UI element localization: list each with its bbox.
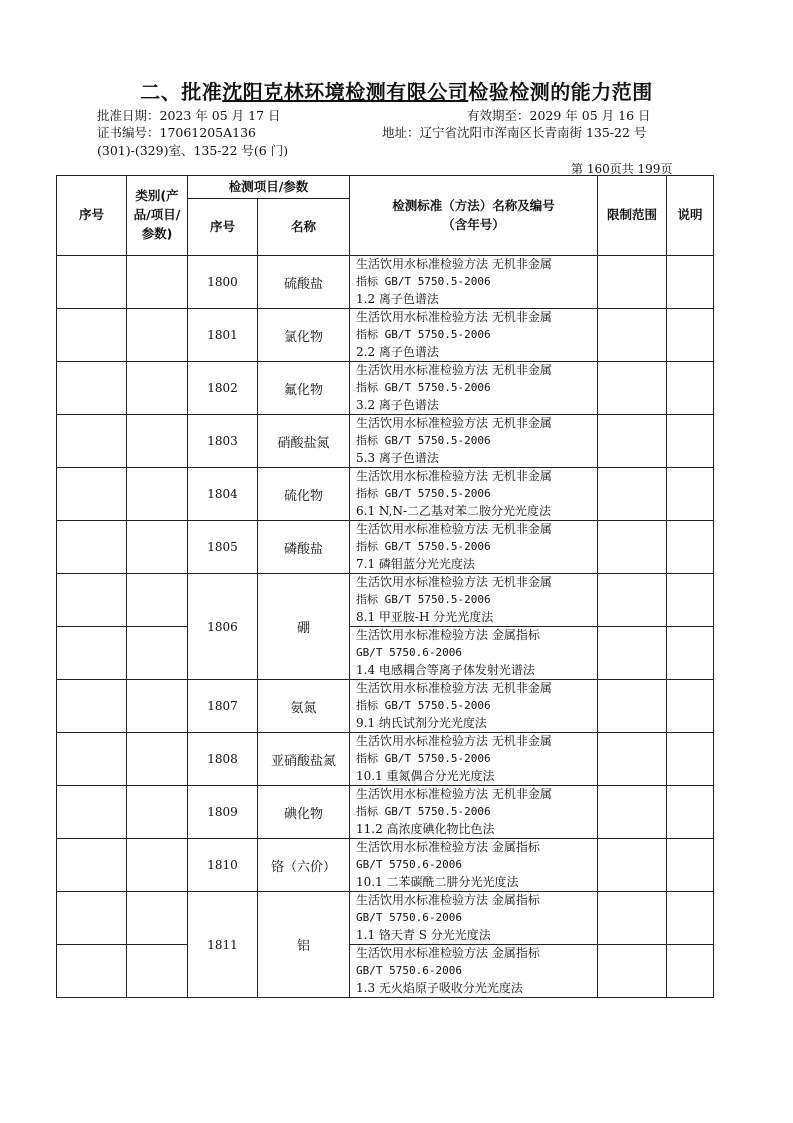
- note-cell: [667, 839, 714, 892]
- standard-line: 生活饮用水标准检验方法 无机非金属: [356, 681, 552, 696]
- standard-line: 7.1 磷钼蓝分光光度法: [356, 556, 475, 571]
- title-prefix: 二、批准: [140, 80, 223, 104]
- category-cell: [127, 256, 188, 309]
- header-category: 类别(产品/项目/参数): [127, 176, 188, 256]
- limit-cell: [598, 362, 667, 415]
- standard-line: 10.1 二苯碳酰二肼分光光度法: [356, 874, 519, 889]
- note-cell: [667, 680, 714, 733]
- limit-cell: [598, 574, 667, 627]
- standard-cell: [350, 733, 598, 786]
- seq-cell: [57, 680, 127, 733]
- seq-cell: [57, 309, 127, 362]
- item-number: 1808: [188, 733, 258, 786]
- item-number: 1801: [188, 309, 258, 362]
- standard-line: 2.2 离子色谱法: [356, 344, 439, 359]
- item-name: 硼: [258, 574, 350, 680]
- item-name: 碘化物: [258, 786, 350, 839]
- standard-line: 生活饮用水标准检验方法 金属指标: [356, 946, 540, 961]
- standard-cell: [350, 892, 598, 945]
- item-name: 硫化物: [258, 468, 350, 521]
- standard-line: 8.1 甲亚胺-H 分光光度法: [356, 609, 494, 624]
- standard-line: 指标 GB/T 5750.5-2006: [356, 593, 491, 607]
- standard-line: 生活饮用水标准检验方法 金属指标: [356, 893, 540, 908]
- item-number: 1810: [188, 839, 258, 892]
- header-item-name: 名称: [258, 199, 350, 256]
- standard-cell: [350, 309, 598, 362]
- limit-cell: [598, 521, 667, 574]
- standard-cell: [350, 256, 598, 309]
- standard-line: 11.2 高浓度碘化物比色法: [356, 821, 495, 836]
- valid-until: 有效期至：2029 年 05 月 16 日: [467, 108, 651, 123]
- header-item-group: 检测项目/参数: [188, 176, 350, 199]
- standard-line: 1.1 铬天青 S 分光光度法: [356, 927, 491, 942]
- title-company: 沈阳克林环境检测有限公司: [222, 80, 469, 104]
- table-row: [57, 892, 714, 945]
- item-name: 磷酸盐: [258, 521, 350, 574]
- category-cell: [127, 362, 188, 415]
- table-row: [57, 839, 714, 892]
- note-cell: [667, 309, 714, 362]
- standard-line: 6.1 N,N-二乙基对苯二胺分光光度法: [356, 503, 552, 518]
- standard-cell: [350, 415, 598, 468]
- category-cell: [127, 521, 188, 574]
- seq-cell: [57, 574, 127, 627]
- standard-cell: [350, 574, 598, 627]
- standard-line: 指标 GB/T 5750.5-2006: [356, 487, 491, 501]
- standard-line: GB/T 5750.6-2006: [356, 646, 462, 660]
- seq-cell: [57, 521, 127, 574]
- table-row: [57, 309, 714, 362]
- standard-line: 生活饮用水标准检验方法 无机非金属: [356, 416, 552, 431]
- limit-cell: [598, 786, 667, 839]
- item-name: 硫酸盐: [258, 256, 350, 309]
- limit-cell: [598, 415, 667, 468]
- page-info: 第 160页共 199页: [571, 162, 673, 176]
- item-number: 1811: [188, 892, 258, 998]
- seq-cell: [57, 733, 127, 786]
- item-number: 1800: [188, 256, 258, 309]
- category-cell: [127, 468, 188, 521]
- category-cell: [127, 309, 188, 362]
- category-cell: [127, 680, 188, 733]
- standard-line: 1.3 无火焰原子吸收分光光度法: [356, 980, 523, 995]
- standard-cell: [350, 839, 598, 892]
- table-row: [57, 362, 714, 415]
- seq-cell: [57, 839, 127, 892]
- standard-line: GB/T 5750.6-2006: [356, 911, 462, 925]
- category-cell: [127, 415, 188, 468]
- standard-line: 生活饮用水标准检验方法 金属指标: [356, 840, 540, 855]
- note-cell: [667, 733, 714, 786]
- table-row: [57, 415, 714, 468]
- approval-date: 批准日期：2023 年 05 月 17 日: [97, 108, 281, 123]
- item-number: 1806: [188, 574, 258, 680]
- standard-cell: [350, 468, 598, 521]
- item-name: 氨氮: [258, 680, 350, 733]
- address: 地址：辽宁省沈阳市浑南区长青南街 135-22 号: [382, 125, 647, 140]
- standard-line: 指标 GB/T 5750.5-2006: [356, 434, 491, 448]
- table-row: [57, 521, 714, 574]
- item-number: 1803: [188, 415, 258, 468]
- category-cell: [127, 574, 188, 627]
- table-row: [57, 945, 714, 998]
- standard-line: 生活饮用水标准检验方法 无机非金属: [356, 257, 552, 272]
- item-name: 氟化物: [258, 362, 350, 415]
- table-row: [57, 680, 714, 733]
- standard-cell: [350, 680, 598, 733]
- note-cell: [667, 574, 714, 627]
- standard-line: 9.1 纳氏试剂分光光度法: [356, 715, 487, 730]
- item-name: 亚硝酸盐氮: [258, 733, 350, 786]
- item-number: 1802: [188, 362, 258, 415]
- limit-cell: [598, 680, 667, 733]
- header-note: 说明: [667, 176, 714, 256]
- note-cell: [667, 892, 714, 945]
- item-name: 铝: [258, 892, 350, 998]
- seq-cell: [57, 468, 127, 521]
- seq-cell: [57, 627, 127, 680]
- table-row: [57, 627, 714, 680]
- standard-cell: [350, 945, 598, 998]
- limit-cell: [598, 733, 667, 786]
- capability-table: [56, 175, 714, 998]
- category-cell: [127, 892, 188, 945]
- standard-line: 1.4 电感耦合等离子体发射光谱法: [356, 662, 535, 677]
- note-cell: [667, 468, 714, 521]
- standard-line: 指标 GB/T 5750.5-2006: [356, 805, 491, 819]
- standard-line: 生活饮用水标准检验方法 金属指标: [356, 628, 540, 643]
- header-standard: 检测标准（方法）名称及编号（含年号）: [350, 176, 598, 256]
- note-cell: [667, 945, 714, 998]
- standard-line: 5.3 离子色谱法: [356, 450, 439, 465]
- standard-cell: [350, 362, 598, 415]
- standard-line: GB/T 5750.6-2006: [356, 964, 462, 978]
- table-row: [57, 256, 714, 309]
- limit-cell: [598, 945, 667, 998]
- note-cell: [667, 521, 714, 574]
- note-cell: [667, 627, 714, 680]
- category-cell: [127, 786, 188, 839]
- address-continued: (301)-(329)室、135-22 号(6 门): [97, 143, 289, 158]
- category-cell: [127, 627, 188, 680]
- note-cell: [667, 415, 714, 468]
- standard-line: 指标 GB/T 5750.5-2006: [356, 328, 491, 342]
- header-seq: 序号: [57, 176, 127, 256]
- standard-line: 1.2 离子色谱法: [356, 291, 439, 306]
- standard-line: 指标 GB/T 5750.5-2006: [356, 275, 491, 289]
- standard-line: 生活饮用水标准检验方法 无机非金属: [356, 575, 552, 590]
- table-row: [57, 468, 714, 521]
- limit-cell: [598, 468, 667, 521]
- standard-cell: [350, 627, 598, 680]
- item-name: 铬（六价）: [258, 839, 350, 892]
- standard-line: 生活饮用水标准检验方法 无机非金属: [356, 363, 552, 378]
- item-number: 1809: [188, 786, 258, 839]
- item-number: 1804: [188, 468, 258, 521]
- seq-cell: [57, 415, 127, 468]
- limit-cell: [598, 309, 667, 362]
- seq-cell: [57, 945, 127, 998]
- title-suffix: 检验检测的能力范围: [468, 80, 653, 104]
- category-cell: [127, 733, 188, 786]
- item-name: 氯化物: [258, 309, 350, 362]
- standard-line: 10.1 重氮偶合分光光度法: [356, 768, 495, 783]
- note-cell: [667, 256, 714, 309]
- table-row: [57, 786, 714, 839]
- limit-cell: [598, 892, 667, 945]
- seq-cell: [57, 256, 127, 309]
- seq-cell: [57, 362, 127, 415]
- seq-cell: [57, 892, 127, 945]
- category-cell: [127, 945, 188, 998]
- header-limit: 限制范围: [598, 176, 667, 256]
- note-cell: [667, 786, 714, 839]
- standard-cell: [350, 786, 598, 839]
- note-cell: [667, 362, 714, 415]
- standard-line: 指标 GB/T 5750.5-2006: [356, 752, 491, 766]
- item-number: 1807: [188, 680, 258, 733]
- standard-line: 指标 GB/T 5750.5-2006: [356, 540, 491, 554]
- standard-line: 指标 GB/T 5750.5-2006: [356, 381, 491, 395]
- standard-line: 生活饮用水标准检验方法 无机非金属: [356, 734, 552, 749]
- limit-cell: [598, 839, 667, 892]
- standard-cell: [350, 521, 598, 574]
- standard-line: GB/T 5750.6-2006: [356, 858, 462, 872]
- standard-line: 生活饮用水标准检验方法 无机非金属: [356, 787, 552, 802]
- category-cell: [127, 839, 188, 892]
- standard-line: 指标 GB/T 5750.5-2006: [356, 699, 491, 713]
- standard-line: 生活饮用水标准检验方法 无机非金属: [356, 310, 552, 325]
- item-number: 1805: [188, 521, 258, 574]
- standard-line: 生活饮用水标准检验方法 无机非金属: [356, 469, 552, 484]
- standard-line: 3.2 离子色谱法: [356, 397, 439, 412]
- item-name: 硝酸盐氮: [258, 415, 350, 468]
- standard-line: 生活饮用水标准检验方法 无机非金属: [356, 522, 552, 537]
- table-row: [57, 574, 714, 627]
- limit-cell: [598, 256, 667, 309]
- header-item-no: 序号: [188, 199, 258, 256]
- page-title: [0, 76, 793, 105]
- limit-cell: [598, 627, 667, 680]
- table-row: [57, 733, 714, 786]
- certificate-number: 证书编号：17061205A136: [97, 125, 257, 140]
- seq-cell: [57, 786, 127, 839]
